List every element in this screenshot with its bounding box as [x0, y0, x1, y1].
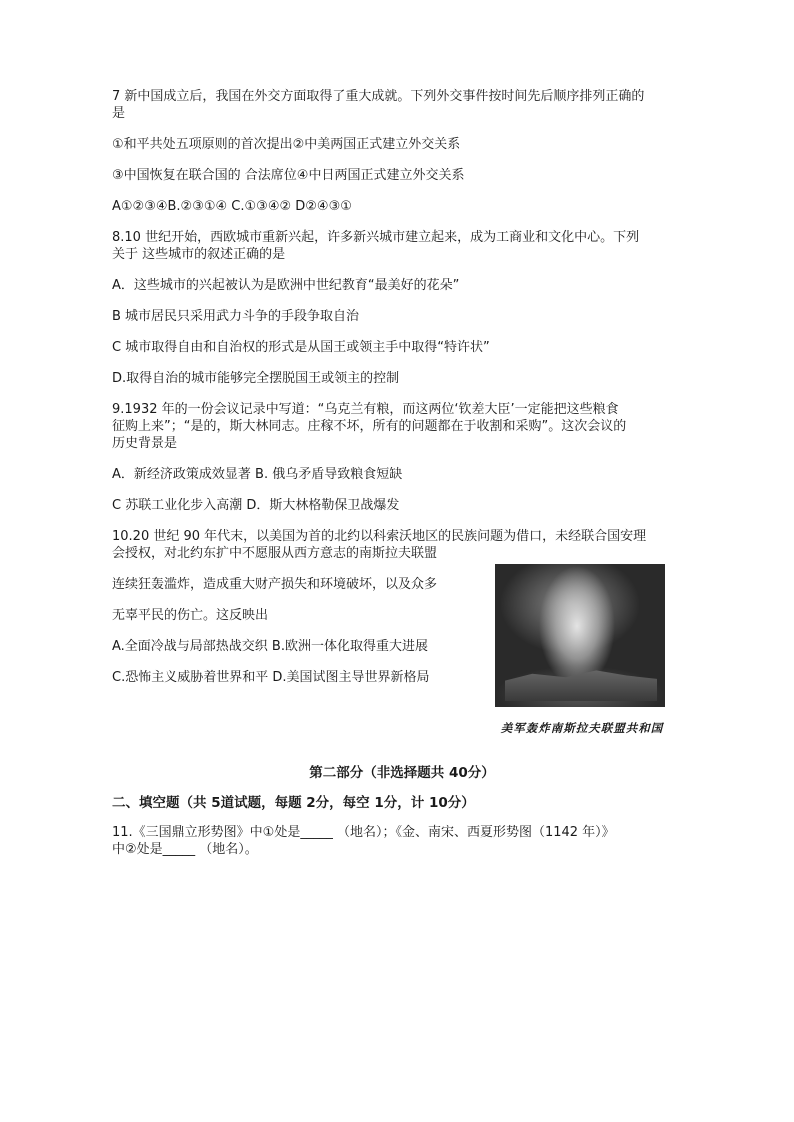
- q9-stem-cont: 征购上来”；“是的，斯大林同志。庄稼不坏，所有的问题都在于收割和采购”。这次会议的: [112, 419, 627, 434]
- q11-stem-cont: 中②处是_____ （地名）。: [112, 842, 258, 857]
- q7-stem-cont: 是: [112, 106, 126, 121]
- q8-option-a: A．这些城市的兴起被认为是欧洲中世纪教育“最美好的花朵”: [112, 278, 460, 293]
- q11-stem: 11.《三国鼎立形势图》中①处是_____ （地名）；《金、南宋、西夏形势图（1142 年）》: [112, 825, 615, 840]
- q8-option-b: B 城市居民只采用武力斗争的手段争取自治: [112, 309, 360, 324]
- q10-stem-cont: 无辜平民的伤亡。这反映出: [112, 608, 269, 623]
- exam-page: [112, 88, 692, 858]
- q8-option-d: D.取得自治的城市能够完全摆脱国王或领主的控制: [112, 371, 400, 386]
- q7-stem: 7 新中国成立后，我国在外交方面取得了重大成就。下列外交事件按时间先后顺序排列正确的: [112, 89, 645, 104]
- q10-options-ab: A.全面冷战与局部热战交织 B.欧洲一体化取得重大进展: [112, 639, 428, 654]
- q7-options: A①②③④B.②③①④ C.①③④② D②④③①: [112, 199, 352, 214]
- bombing-photo: [495, 564, 665, 707]
- part2-title: 第二部分（非选择题共 40分）: [309, 765, 495, 781]
- q8-option-c: C 城市取得自由和自治权的形式是从国王或领主手中取得“特许状”: [112, 340, 490, 355]
- q8-stem-cont: 关于 这些城市的叙述正确的是: [112, 247, 286, 262]
- q9-options-ab: A．新经济政策成效显著 B. 俄乌矛盾导致粮食短缺: [112, 467, 403, 482]
- q9-options-cd: C 苏联工业化步入高潮 D．斯大林格勒保卫战爆发: [112, 498, 400, 513]
- q7-item-line: ①和平共处五项原则的首次提出②中美两国正式建立外交关系: [112, 137, 461, 152]
- q8-stem: 8.10 世纪开始，西欧城市重新兴起，许多新兴城市建立起来，成为工商业和文化中心。下列: [112, 230, 640, 245]
- q9-stem-cont: 历史背景是: [112, 436, 178, 451]
- q9-stem: 9.1932 年的一份会议记录中写道：“乌克兰有粮，而这两位‘钦差大臣’一定能把这些粮食: [112, 402, 619, 417]
- q10-stem-cont: 会授权，对北约东扩中不愿服从西方意志的南斯拉夫联盟: [112, 546, 438, 561]
- ship-deck-shape: [505, 667, 657, 701]
- section-heading: 二、填空题（共 5道试题，每题 2分，每空 1分，计 10分）: [112, 795, 475, 811]
- photo-caption: 美军轰炸南斯拉夫联盟共和国: [500, 721, 664, 735]
- q7-item-line: ③中国恢复在联合国的 合法席位④中日两国正式建立外交关系: [112, 168, 465, 183]
- q10-stem-cont: 连续狂轰滥炸，造成重大财产损失和环境破坏，以及众多: [112, 577, 438, 592]
- q10-stem: 10.20 世纪 90 年代末，以美国为首的北约以科索沃地区的民族问题为借口，未经联合国安理: [112, 529, 647, 544]
- q10-options-cd: C.恐怖主义威胁着世界和平 D.美国试图主导世界新格局: [112, 670, 430, 685]
